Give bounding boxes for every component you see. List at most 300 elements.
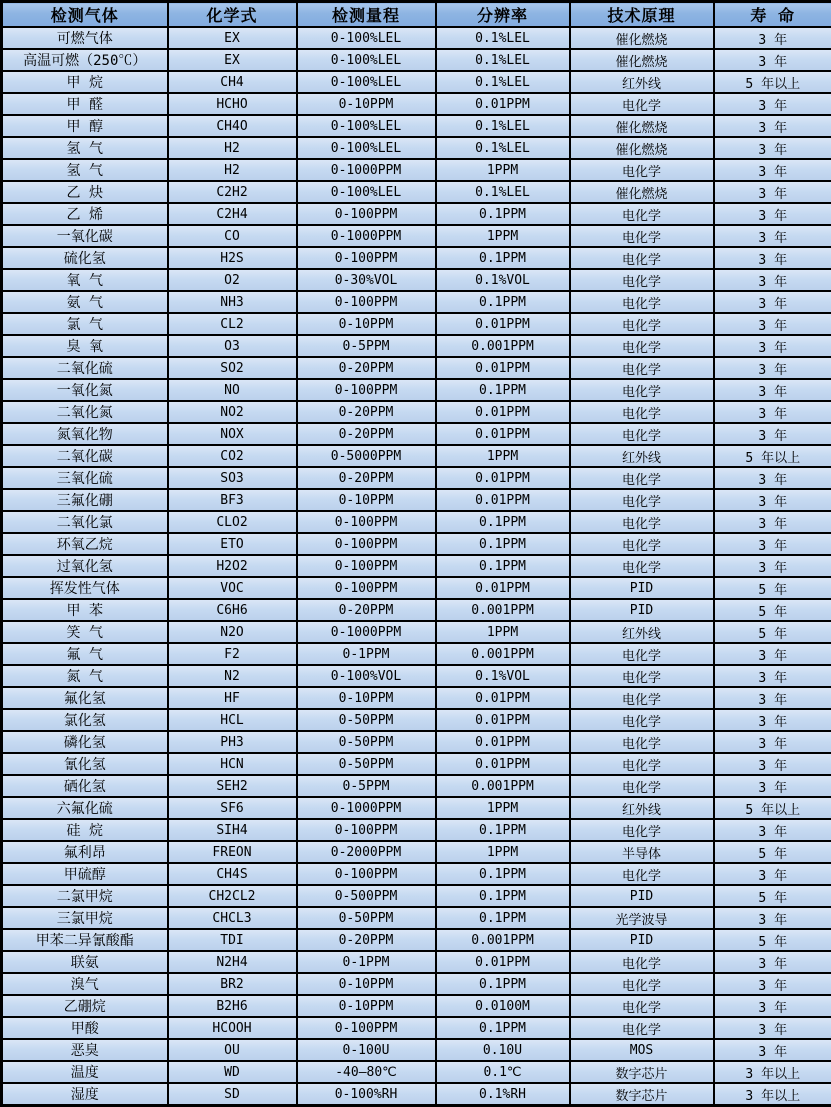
cell-resolution: 0.1PPM: [436, 885, 570, 907]
cell-principle: 催化燃烧: [570, 115, 714, 137]
cell-gas: 甲 苯: [2, 599, 168, 621]
cell-lifespan: 3 年: [714, 137, 831, 159]
cell-range: 0-1000PPM: [297, 159, 436, 181]
cell-lifespan: 3 年: [714, 379, 831, 401]
cell-lifespan: 5 年以上: [714, 445, 831, 467]
cell-principle: 电化学: [570, 665, 714, 687]
cell-range: 0-100%LEL: [297, 71, 436, 93]
cell-lifespan: 3 年: [714, 335, 831, 357]
cell-gas: 硒化氢: [2, 775, 168, 797]
table-row: [2, 1083, 831, 1106]
cell-principle: 电化学: [570, 313, 714, 335]
cell-resolution: 0.01PPM: [436, 731, 570, 753]
cell-gas: 甲硫醇: [2, 863, 168, 885]
cell-range: 0-1000PPM: [297, 225, 436, 247]
cell-resolution: 0.001PPM: [436, 643, 570, 665]
cell-resolution: 0.01PPM: [436, 951, 570, 973]
cell-formula: CHCL3: [168, 907, 297, 929]
cell-formula: SF6: [168, 797, 297, 819]
cell-range: 0-100%LEL: [297, 115, 436, 137]
cell-principle: 电化学: [570, 951, 714, 973]
cell-lifespan: 3 年: [714, 995, 831, 1017]
cell-principle: MOS: [570, 1039, 714, 1061]
cell-range: 0-100PPM: [297, 533, 436, 555]
cell-resolution: 0.001PPM: [436, 335, 570, 357]
cell-resolution: 0.1PPM: [436, 533, 570, 555]
cell-resolution: 0.01PPM: [436, 313, 570, 335]
cell-lifespan: 3 年: [714, 423, 831, 445]
cell-gas: 氮氧化物: [2, 423, 168, 445]
cell-gas: 乙硼烷: [2, 995, 168, 1017]
cell-formula: HCN: [168, 753, 297, 775]
cell-gas: 甲 醛: [2, 93, 168, 115]
cell-gas: 高温可燃（250℃）: [2, 49, 168, 71]
table-row: [2, 775, 831, 797]
cell-formula: N2: [168, 665, 297, 687]
table-row: [2, 489, 831, 511]
cell-lifespan: 5 年以上: [714, 797, 831, 819]
cell-gas: 甲 烷: [2, 71, 168, 93]
table-row: [2, 819, 831, 841]
cell-resolution: 1PPM: [436, 445, 570, 467]
cell-gas: 笑 气: [2, 621, 168, 643]
cell-formula: O3: [168, 335, 297, 357]
cell-lifespan: 3 年: [714, 203, 831, 225]
cell-principle: 数字芯片: [570, 1061, 714, 1083]
cell-gas: 氟利昂: [2, 841, 168, 863]
cell-range: 0-1000PPM: [297, 621, 436, 643]
cell-principle: 电化学: [570, 511, 714, 533]
cell-formula: PH3: [168, 731, 297, 753]
cell-range: 0-10PPM: [297, 93, 436, 115]
cell-lifespan: 5 年: [714, 885, 831, 907]
cell-resolution: 0.01PPM: [436, 709, 570, 731]
cell-gas: 三氧化硫: [2, 467, 168, 489]
cell-lifespan: 3 年: [714, 665, 831, 687]
table-row: [2, 1039, 831, 1061]
cell-gas: 二氧化氯: [2, 511, 168, 533]
cell-lifespan: 3 年: [714, 291, 831, 313]
cell-formula: SO3: [168, 467, 297, 489]
cell-formula: C2H4: [168, 203, 297, 225]
cell-principle: 催化燃烧: [570, 49, 714, 71]
cell-lifespan: 5 年: [714, 577, 831, 599]
cell-principle: 光学波导: [570, 907, 714, 929]
cell-formula: SEH2: [168, 775, 297, 797]
cell-resolution: 0.001PPM: [436, 775, 570, 797]
cell-resolution: 0.1PPM: [436, 247, 570, 269]
cell-formula: NO: [168, 379, 297, 401]
cell-range: 0-100PPM: [297, 555, 436, 577]
cell-range: 0-100%VOL: [297, 665, 436, 687]
cell-gas: 挥发性气体: [2, 577, 168, 599]
cell-resolution: 0.1℃: [436, 1061, 570, 1083]
cell-principle: 催化燃烧: [570, 137, 714, 159]
table-row: [2, 577, 831, 599]
cell-gas: 二氧化碳: [2, 445, 168, 467]
table-row: [2, 797, 831, 819]
cell-range: 0-5PPM: [297, 335, 436, 357]
cell-formula: CO: [168, 225, 297, 247]
cell-resolution: 0.1%RH: [436, 1083, 570, 1106]
cell-gas: 湿度: [2, 1083, 168, 1106]
cell-principle: 红外线: [570, 445, 714, 467]
cell-lifespan: 3 年: [714, 159, 831, 181]
cell-formula: NH3: [168, 291, 297, 313]
cell-range: 0-20PPM: [297, 423, 436, 445]
cell-gas: 二氧化氮: [2, 401, 168, 423]
cell-formula: SIH4: [168, 819, 297, 841]
cell-gas: 一氧化碳: [2, 225, 168, 247]
cell-principle: 红外线: [570, 621, 714, 643]
cell-lifespan: 5 年: [714, 841, 831, 863]
cell-range: 0-100PPM: [297, 819, 436, 841]
cell-principle: PID: [570, 885, 714, 907]
cell-gas: 氰化氢: [2, 753, 168, 775]
cell-resolution: 0.01PPM: [436, 401, 570, 423]
cell-resolution: 0.1PPM: [436, 973, 570, 995]
cell-lifespan: 3 年: [714, 181, 831, 203]
cell-principle: 电化学: [570, 1017, 714, 1039]
cell-range: 0-100%LEL: [297, 27, 436, 49]
cell-formula: CH4O: [168, 115, 297, 137]
table-row: [2, 379, 831, 401]
cell-resolution: 0.01PPM: [436, 687, 570, 709]
cell-principle: 催化燃烧: [570, 27, 714, 49]
cell-lifespan: 3 年: [714, 1039, 831, 1061]
cell-principle: 电化学: [570, 225, 714, 247]
cell-resolution: 0.1%LEL: [436, 49, 570, 71]
cell-formula: TDI: [168, 929, 297, 951]
cell-formula: FREON: [168, 841, 297, 863]
cell-range: 0-100%RH: [297, 1083, 436, 1106]
cell-principle: PID: [570, 599, 714, 621]
cell-gas: 硫化氢: [2, 247, 168, 269]
table-row: [2, 643, 831, 665]
table-row: [2, 841, 831, 863]
cell-gas: 氮 气: [2, 665, 168, 687]
cell-gas: 氢 气: [2, 159, 168, 181]
cell-gas: 乙 炔: [2, 181, 168, 203]
cell-gas: 氨 气: [2, 291, 168, 313]
table-row: [2, 27, 831, 49]
cell-formula: O2: [168, 269, 297, 291]
cell-gas: 氯 气: [2, 313, 168, 335]
cell-resolution: 0.1PPM: [436, 863, 570, 885]
cell-resolution: 1PPM: [436, 159, 570, 181]
cell-formula: SO2: [168, 357, 297, 379]
cell-formula: H2O2: [168, 555, 297, 577]
cell-range: 0-20PPM: [297, 929, 436, 951]
column-header-lifespan: 寿 命: [714, 2, 831, 28]
cell-resolution: 0.1PPM: [436, 511, 570, 533]
cell-gas: 氧 气: [2, 269, 168, 291]
cell-resolution: 0.01PPM: [436, 753, 570, 775]
cell-gas: 甲 醇: [2, 115, 168, 137]
table-row: [2, 137, 831, 159]
cell-lifespan: 3 年以上: [714, 1061, 831, 1083]
cell-resolution: 0.1PPM: [436, 1017, 570, 1039]
table-row: [2, 291, 831, 313]
cell-range: 0-10PPM: [297, 687, 436, 709]
cell-principle: 电化学: [570, 467, 714, 489]
table-row: [2, 357, 831, 379]
cell-gas: 联氨: [2, 951, 168, 973]
cell-lifespan: 3 年: [714, 533, 831, 555]
cell-lifespan: 3 年: [714, 1017, 831, 1039]
cell-resolution: 0.01PPM: [436, 93, 570, 115]
cell-resolution: 0.1PPM: [436, 907, 570, 929]
table-row: [2, 467, 831, 489]
cell-range: 0-100%LEL: [297, 137, 436, 159]
cell-formula: CLO2: [168, 511, 297, 533]
cell-range: 0-20PPM: [297, 357, 436, 379]
cell-gas: 甲酸: [2, 1017, 168, 1039]
table-row: [2, 863, 831, 885]
cell-formula: OU: [168, 1039, 297, 1061]
cell-resolution: 1PPM: [436, 225, 570, 247]
cell-formula: C6H6: [168, 599, 297, 621]
cell-lifespan: 3 年: [714, 907, 831, 929]
cell-lifespan: 5 年: [714, 929, 831, 951]
cell-formula: VOC: [168, 577, 297, 599]
cell-principle: 电化学: [570, 159, 714, 181]
table-row: [2, 1061, 831, 1083]
cell-lifespan: 3 年以上: [714, 1083, 831, 1106]
cell-resolution: 0.01PPM: [436, 489, 570, 511]
cell-gas: 氟化氢: [2, 687, 168, 709]
cell-resolution: 0.1%LEL: [436, 71, 570, 93]
cell-principle: 电化学: [570, 247, 714, 269]
cell-range: 0-10PPM: [297, 973, 436, 995]
cell-formula: BF3: [168, 489, 297, 511]
cell-lifespan: 3 年: [714, 115, 831, 137]
cell-lifespan: 3 年: [714, 49, 831, 71]
cell-gas: 甲苯二异氰酸酯: [2, 929, 168, 951]
cell-lifespan: 5 年: [714, 599, 831, 621]
table-row: [2, 181, 831, 203]
cell-formula: CH4S: [168, 863, 297, 885]
cell-gas: 溴气: [2, 973, 168, 995]
cell-range: 0-10PPM: [297, 489, 436, 511]
table-row: [2, 687, 831, 709]
cell-range: 0-100PPM: [297, 577, 436, 599]
cell-gas: 一氧化氮: [2, 379, 168, 401]
cell-resolution: 0.1PPM: [436, 203, 570, 225]
table-row: [2, 401, 831, 423]
cell-principle: 催化燃烧: [570, 181, 714, 203]
cell-gas: 氢 气: [2, 137, 168, 159]
table-row: [2, 709, 831, 731]
cell-formula: H2S: [168, 247, 297, 269]
cell-gas: 二氯甲烷: [2, 885, 168, 907]
table-row: [2, 665, 831, 687]
cell-resolution: 0.1%LEL: [436, 181, 570, 203]
cell-resolution: 0.01PPM: [436, 357, 570, 379]
cell-formula: N2O: [168, 621, 297, 643]
cell-range: 0-50PPM: [297, 907, 436, 929]
cell-resolution: 0.1PPM: [436, 555, 570, 577]
cell-principle: 电化学: [570, 335, 714, 357]
cell-lifespan: 5 年以上: [714, 71, 831, 93]
cell-resolution: 0.10U: [436, 1039, 570, 1061]
column-header-range: 检测量程: [297, 2, 436, 28]
cell-formula: CH2CL2: [168, 885, 297, 907]
cell-formula: CL2: [168, 313, 297, 335]
cell-principle: 数字芯片: [570, 1083, 714, 1106]
cell-principle: 半导体: [570, 841, 714, 863]
cell-lifespan: 3 年: [714, 357, 831, 379]
cell-resolution: 0.01PPM: [436, 577, 570, 599]
cell-lifespan: 3 年: [714, 27, 831, 49]
table-row: [2, 995, 831, 1017]
cell-range: 0-100PPM: [297, 203, 436, 225]
cell-range: 0-1000PPM: [297, 797, 436, 819]
cell-formula: N2H4: [168, 951, 297, 973]
cell-range: 0-100PPM: [297, 247, 436, 269]
cell-gas: 二氧化硫: [2, 357, 168, 379]
table-row: [2, 907, 831, 929]
table-row: [2, 313, 831, 335]
table-row: [2, 335, 831, 357]
table-row: [2, 203, 831, 225]
table-row: [2, 225, 831, 247]
cell-resolution: 0.001PPM: [436, 599, 570, 621]
table-row: [2, 951, 831, 973]
cell-gas: 硅 烷: [2, 819, 168, 841]
cell-resolution: 0.1%LEL: [436, 115, 570, 137]
cell-range: 0-20PPM: [297, 401, 436, 423]
cell-principle: 电化学: [570, 291, 714, 313]
cell-lifespan: 5 年: [714, 621, 831, 643]
cell-range: 0-1PPM: [297, 643, 436, 665]
cell-gas: 乙 烯: [2, 203, 168, 225]
cell-formula: SD: [168, 1083, 297, 1106]
cell-principle: 电化学: [570, 643, 714, 665]
cell-range: 0-30%VOL: [297, 269, 436, 291]
cell-formula: CO2: [168, 445, 297, 467]
cell-lifespan: 3 年: [714, 819, 831, 841]
cell-resolution: 1PPM: [436, 797, 570, 819]
cell-principle: 电化学: [570, 775, 714, 797]
cell-lifespan: 3 年: [714, 731, 831, 753]
cell-formula: C2H2: [168, 181, 297, 203]
cell-resolution: 0.1%VOL: [436, 269, 570, 291]
cell-formula: ETO: [168, 533, 297, 555]
cell-principle: 电化学: [570, 489, 714, 511]
cell-range: 0-100%LEL: [297, 181, 436, 203]
cell-formula: H2: [168, 137, 297, 159]
cell-range: 0-100U: [297, 1039, 436, 1061]
cell-range: 0-20PPM: [297, 599, 436, 621]
cell-formula: EX: [168, 27, 297, 49]
cell-formula: HCHO: [168, 93, 297, 115]
cell-principle: PID: [570, 577, 714, 599]
cell-principle: 电化学: [570, 269, 714, 291]
cell-gas: 六氟化硫: [2, 797, 168, 819]
cell-principle: 电化学: [570, 709, 714, 731]
table-row: [2, 973, 831, 995]
table-row: [2, 731, 831, 753]
table-row: [2, 115, 831, 137]
table-row: [2, 885, 831, 907]
cell-range: 0-100PPM: [297, 291, 436, 313]
cell-resolution: 0.1%VOL: [436, 665, 570, 687]
cell-range: 0-100%LEL: [297, 49, 436, 71]
column-header-principle: 技术原理: [570, 2, 714, 28]
cell-formula: BR2: [168, 973, 297, 995]
table-row: [2, 555, 831, 577]
cell-lifespan: 3 年: [714, 951, 831, 973]
cell-gas: 三氟化硼: [2, 489, 168, 511]
table-row: [2, 929, 831, 951]
table-row: [2, 533, 831, 555]
cell-lifespan: 3 年: [714, 225, 831, 247]
cell-gas: 氟 气: [2, 643, 168, 665]
cell-principle: 电化学: [570, 973, 714, 995]
cell-resolution: 0.1%LEL: [436, 137, 570, 159]
cell-range: 0-50PPM: [297, 731, 436, 753]
cell-principle: 电化学: [570, 731, 714, 753]
cell-range: 0-50PPM: [297, 709, 436, 731]
cell-range: 0-10PPM: [297, 995, 436, 1017]
cell-lifespan: 3 年: [714, 555, 831, 577]
cell-lifespan: 3 年: [714, 401, 831, 423]
cell-formula: H2: [168, 159, 297, 181]
cell-range: 0-100PPM: [297, 1017, 436, 1039]
cell-resolution: 0.01PPM: [436, 467, 570, 489]
cell-principle: 红外线: [570, 797, 714, 819]
cell-range: 0-10PPM: [297, 313, 436, 335]
cell-formula: CH4: [168, 71, 297, 93]
table-row: [2, 49, 831, 71]
cell-principle: 电化学: [570, 863, 714, 885]
cell-formula: EX: [168, 49, 297, 71]
cell-principle: 电化学: [570, 753, 714, 775]
cell-lifespan: 3 年: [714, 687, 831, 709]
cell-principle: 电化学: [570, 203, 714, 225]
cell-formula: HCL: [168, 709, 297, 731]
cell-principle: 电化学: [570, 401, 714, 423]
cell-range: -40—80℃: [297, 1061, 436, 1083]
table-row: [2, 247, 831, 269]
cell-formula: F2: [168, 643, 297, 665]
cell-resolution: 0.01PPM: [436, 423, 570, 445]
table-row: [2, 599, 831, 621]
cell-lifespan: 3 年: [714, 313, 831, 335]
cell-resolution: 0.1PPM: [436, 819, 570, 841]
cell-range: 0-100PPM: [297, 511, 436, 533]
column-header-resolution: 分辨率: [436, 2, 570, 28]
cell-gas: 三氯甲烷: [2, 907, 168, 929]
cell-resolution: 0.0100M: [436, 995, 570, 1017]
cell-range: 0-5PPM: [297, 775, 436, 797]
table-row: [2, 93, 831, 115]
cell-formula: B2H6: [168, 995, 297, 1017]
table-row: [2, 159, 831, 181]
cell-formula: HF: [168, 687, 297, 709]
cell-lifespan: 3 年: [714, 93, 831, 115]
cell-lifespan: 3 年: [714, 863, 831, 885]
cell-lifespan: 3 年: [714, 489, 831, 511]
cell-formula: HCOOH: [168, 1017, 297, 1039]
cell-lifespan: 3 年: [714, 753, 831, 775]
cell-principle: 电化学: [570, 687, 714, 709]
cell-resolution: 0.1%LEL: [436, 27, 570, 49]
table-row: [2, 753, 831, 775]
cell-lifespan: 3 年: [714, 709, 831, 731]
cell-principle: 电化学: [570, 423, 714, 445]
